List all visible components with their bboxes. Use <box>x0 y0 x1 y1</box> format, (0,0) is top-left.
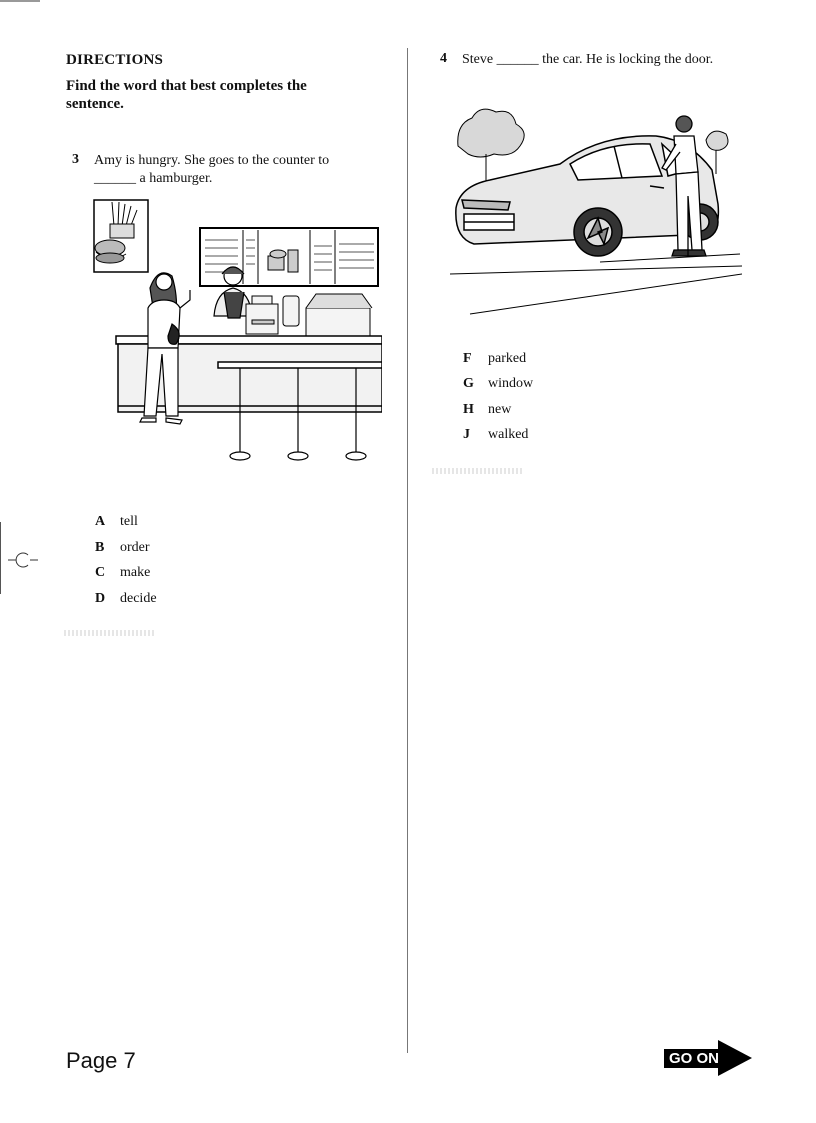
answer-option[interactable] <box>463 427 528 443</box>
page-number: Page 7 <box>66 1048 136 1073</box>
option-text: parked <box>488 351 527 366</box>
option-text: tell <box>120 514 138 529</box>
faint-artifact <box>432 468 524 474</box>
answer-option[interactable] <box>463 351 526 367</box>
option-text: order <box>120 540 150 555</box>
directions-instruction: Find the word that best completes the sentence. <box>66 78 307 112</box>
option-letter: F <box>463 351 472 366</box>
page-corner-mark <box>0 0 40 2</box>
option-text: make <box>120 565 151 580</box>
answer-option[interactable] <box>95 591 157 607</box>
answer-option[interactable] <box>95 565 150 581</box>
question-text: Steve ______ the car. He is locking the door. <box>462 52 714 67</box>
option-text: decide <box>120 591 157 606</box>
option-letter: G <box>463 376 474 391</box>
directions-heading: DIRECTIONS <box>66 52 164 68</box>
option-letter: H <box>463 402 474 417</box>
go-on-label: GO ON <box>664 1049 724 1068</box>
option-letter: C <box>95 565 106 580</box>
go-on-indicator <box>660 1040 754 1076</box>
option-letter: A <box>95 514 106 529</box>
option-text: new <box>488 402 512 417</box>
answer-option[interactable] <box>95 540 150 556</box>
man-locking-car-illustration <box>450 104 742 320</box>
question-text: Amy is hungry. She goes to the counter to ______ a hamburger. <box>94 153 330 186</box>
registration-mark-icon <box>6 552 40 568</box>
option-letter: J <box>463 427 470 442</box>
question-number: 4 <box>440 51 447 66</box>
fast-food-counter-illustration <box>92 196 382 466</box>
answer-option[interactable] <box>463 376 533 392</box>
faint-artifact <box>64 630 156 636</box>
option-text: window <box>488 376 534 391</box>
column-divider <box>407 48 408 1053</box>
option-text: walked <box>488 427 529 442</box>
answer-option[interactable] <box>463 402 511 418</box>
option-letter: B <box>95 540 105 555</box>
binding-edge <box>0 522 1 594</box>
answer-option[interactable] <box>95 514 138 530</box>
option-letter: D <box>95 591 106 606</box>
question-number: 3 <box>72 152 79 167</box>
